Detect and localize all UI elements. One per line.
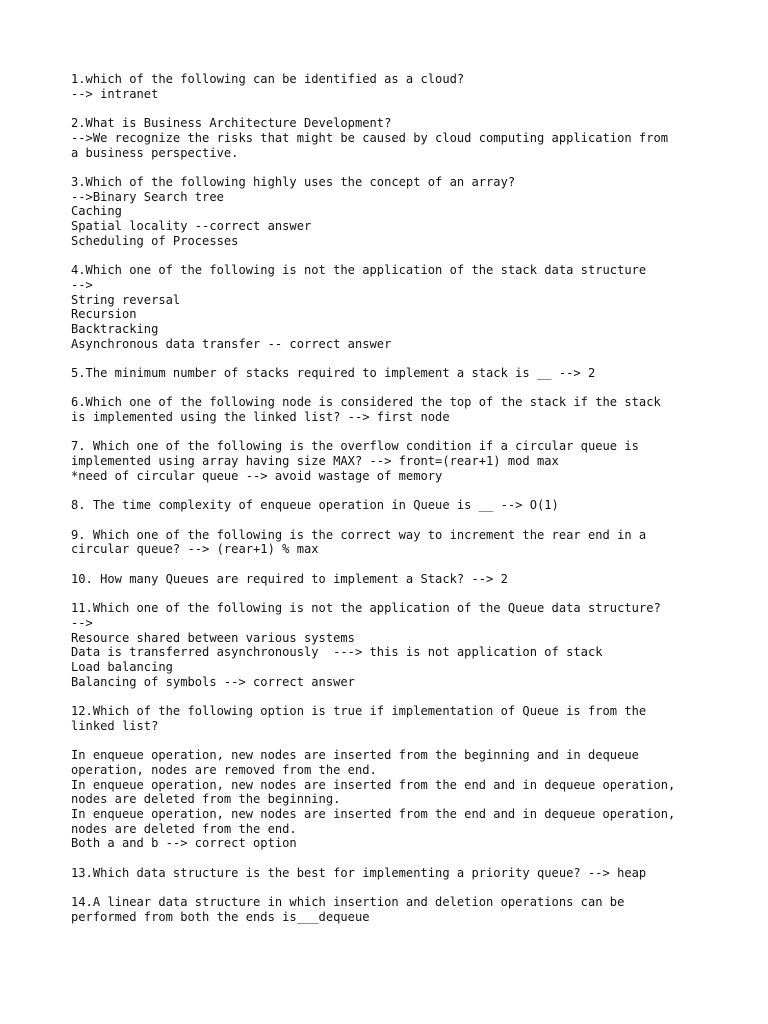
question-paragraph (71, 748, 721, 851)
text-line: In enqueue operation, new nodes are inserted from the end and in dequeue operation, (71, 777, 676, 792)
text-line: 12.Which of the following option is true if implementation of Queue is from the (71, 704, 647, 719)
text-line: -->We recognize the risks that might be caused by cloud computing application from (71, 130, 669, 145)
text-line: 7. Which one of the following is the overflow condition if a circular queue is (71, 439, 639, 454)
text-line: 8. The time complexity of enqueue operation in Queue is __ --> O(1) (71, 498, 559, 513)
text-line: 14.A linear data structure in which insertion and deletion operations can be (71, 895, 625, 910)
text-line: is implemented using the linked list? --> first node (71, 410, 450, 425)
text-line: --> intranet (71, 86, 159, 101)
text-line: Spatial locality --correct answer (71, 219, 312, 233)
question-paragraph (71, 116, 721, 160)
text-line: 4.Which one of the following is not the application of the stack data structure (71, 263, 647, 278)
text-line: nodes are deleted from the beginning. (71, 792, 341, 807)
text-line: Resource shared between various systems (71, 630, 355, 645)
question-paragraph (71, 498, 721, 513)
text-line: 13.Which data structure is the best for implementing a priority queue? --> heap (71, 865, 647, 880)
text-line: Scheduling of Processes (71, 233, 239, 248)
text-line: Both a and b --> correct option (71, 836, 297, 851)
question-paragraph (71, 601, 721, 689)
text-line: Asynchronous data transfer -- correct answer (71, 336, 392, 351)
text-line: 1.which of the following can be identified as a cloud? (71, 72, 465, 86)
document-body (71, 72, 721, 939)
text-line: -->Binary Search tree (71, 189, 224, 204)
text-line: implemented using array having size MAX? --> front=(rear+1) mod max (71, 454, 559, 469)
text-line: In enqueue operation, new nodes are inserted from the beginning and in dequeue (71, 748, 639, 763)
question-paragraph (71, 572, 721, 587)
question-paragraph (71, 704, 721, 733)
question-paragraph (71, 175, 721, 249)
text-line: 10. How many Queues are required to implement a Stack? --> 2 (71, 571, 508, 586)
text-line: a business perspective. (71, 145, 239, 160)
text-line: *need of circular queue --> avoid wastage of memory (71, 468, 443, 483)
text-line: circular queue? --> (rear+1) % max (71, 542, 319, 557)
text-line: 2.What is Business Architecture Development? (71, 116, 392, 131)
text-line: linked list? (71, 718, 159, 733)
text-line: performed from both the ends is___dequeue (71, 909, 370, 924)
text-line: In enqueue operation, new nodes are inserted from the end and in dequeue operation, (71, 806, 676, 821)
text-line: 5.The minimum number of stacks required to implement a stack is __ --> 2 (71, 366, 596, 380)
question-paragraph (71, 895, 721, 924)
text-line: operation, nodes are removed from the end. (71, 762, 377, 777)
text-line: --> (71, 615, 93, 630)
question-paragraph (71, 366, 721, 381)
text-line: 11.Which one of the following is not the application of the Queue data structure? (71, 601, 661, 616)
text-line: String reversal (71, 292, 181, 307)
text-line: Backtracking (71, 321, 159, 336)
text-line: Caching (71, 204, 122, 219)
question-paragraph (71, 72, 721, 101)
question-paragraph (71, 263, 721, 351)
text-line: Load balancing (71, 659, 173, 674)
text-line: --> (71, 277, 93, 292)
text-line: Data is transferred asynchronously ---> this is not application of stack (71, 645, 603, 660)
text-line: nodes are deleted from the end. (71, 821, 297, 836)
text-line: Balancing of symbols --> correct answer (71, 674, 355, 689)
question-paragraph (71, 528, 721, 557)
question-paragraph (71, 866, 721, 881)
question-paragraph (71, 439, 721, 483)
text-line: 6.Which one of the following node is considered the top of the stack if the stack (71, 395, 661, 410)
question-paragraph (71, 395, 721, 424)
text-line: 3.Which of the following highly uses the concept of an array? (71, 174, 516, 189)
text-line: 9. Which one of the following is the correct way to increment the rear end in a (71, 527, 647, 542)
text-line: Recursion (71, 307, 137, 322)
